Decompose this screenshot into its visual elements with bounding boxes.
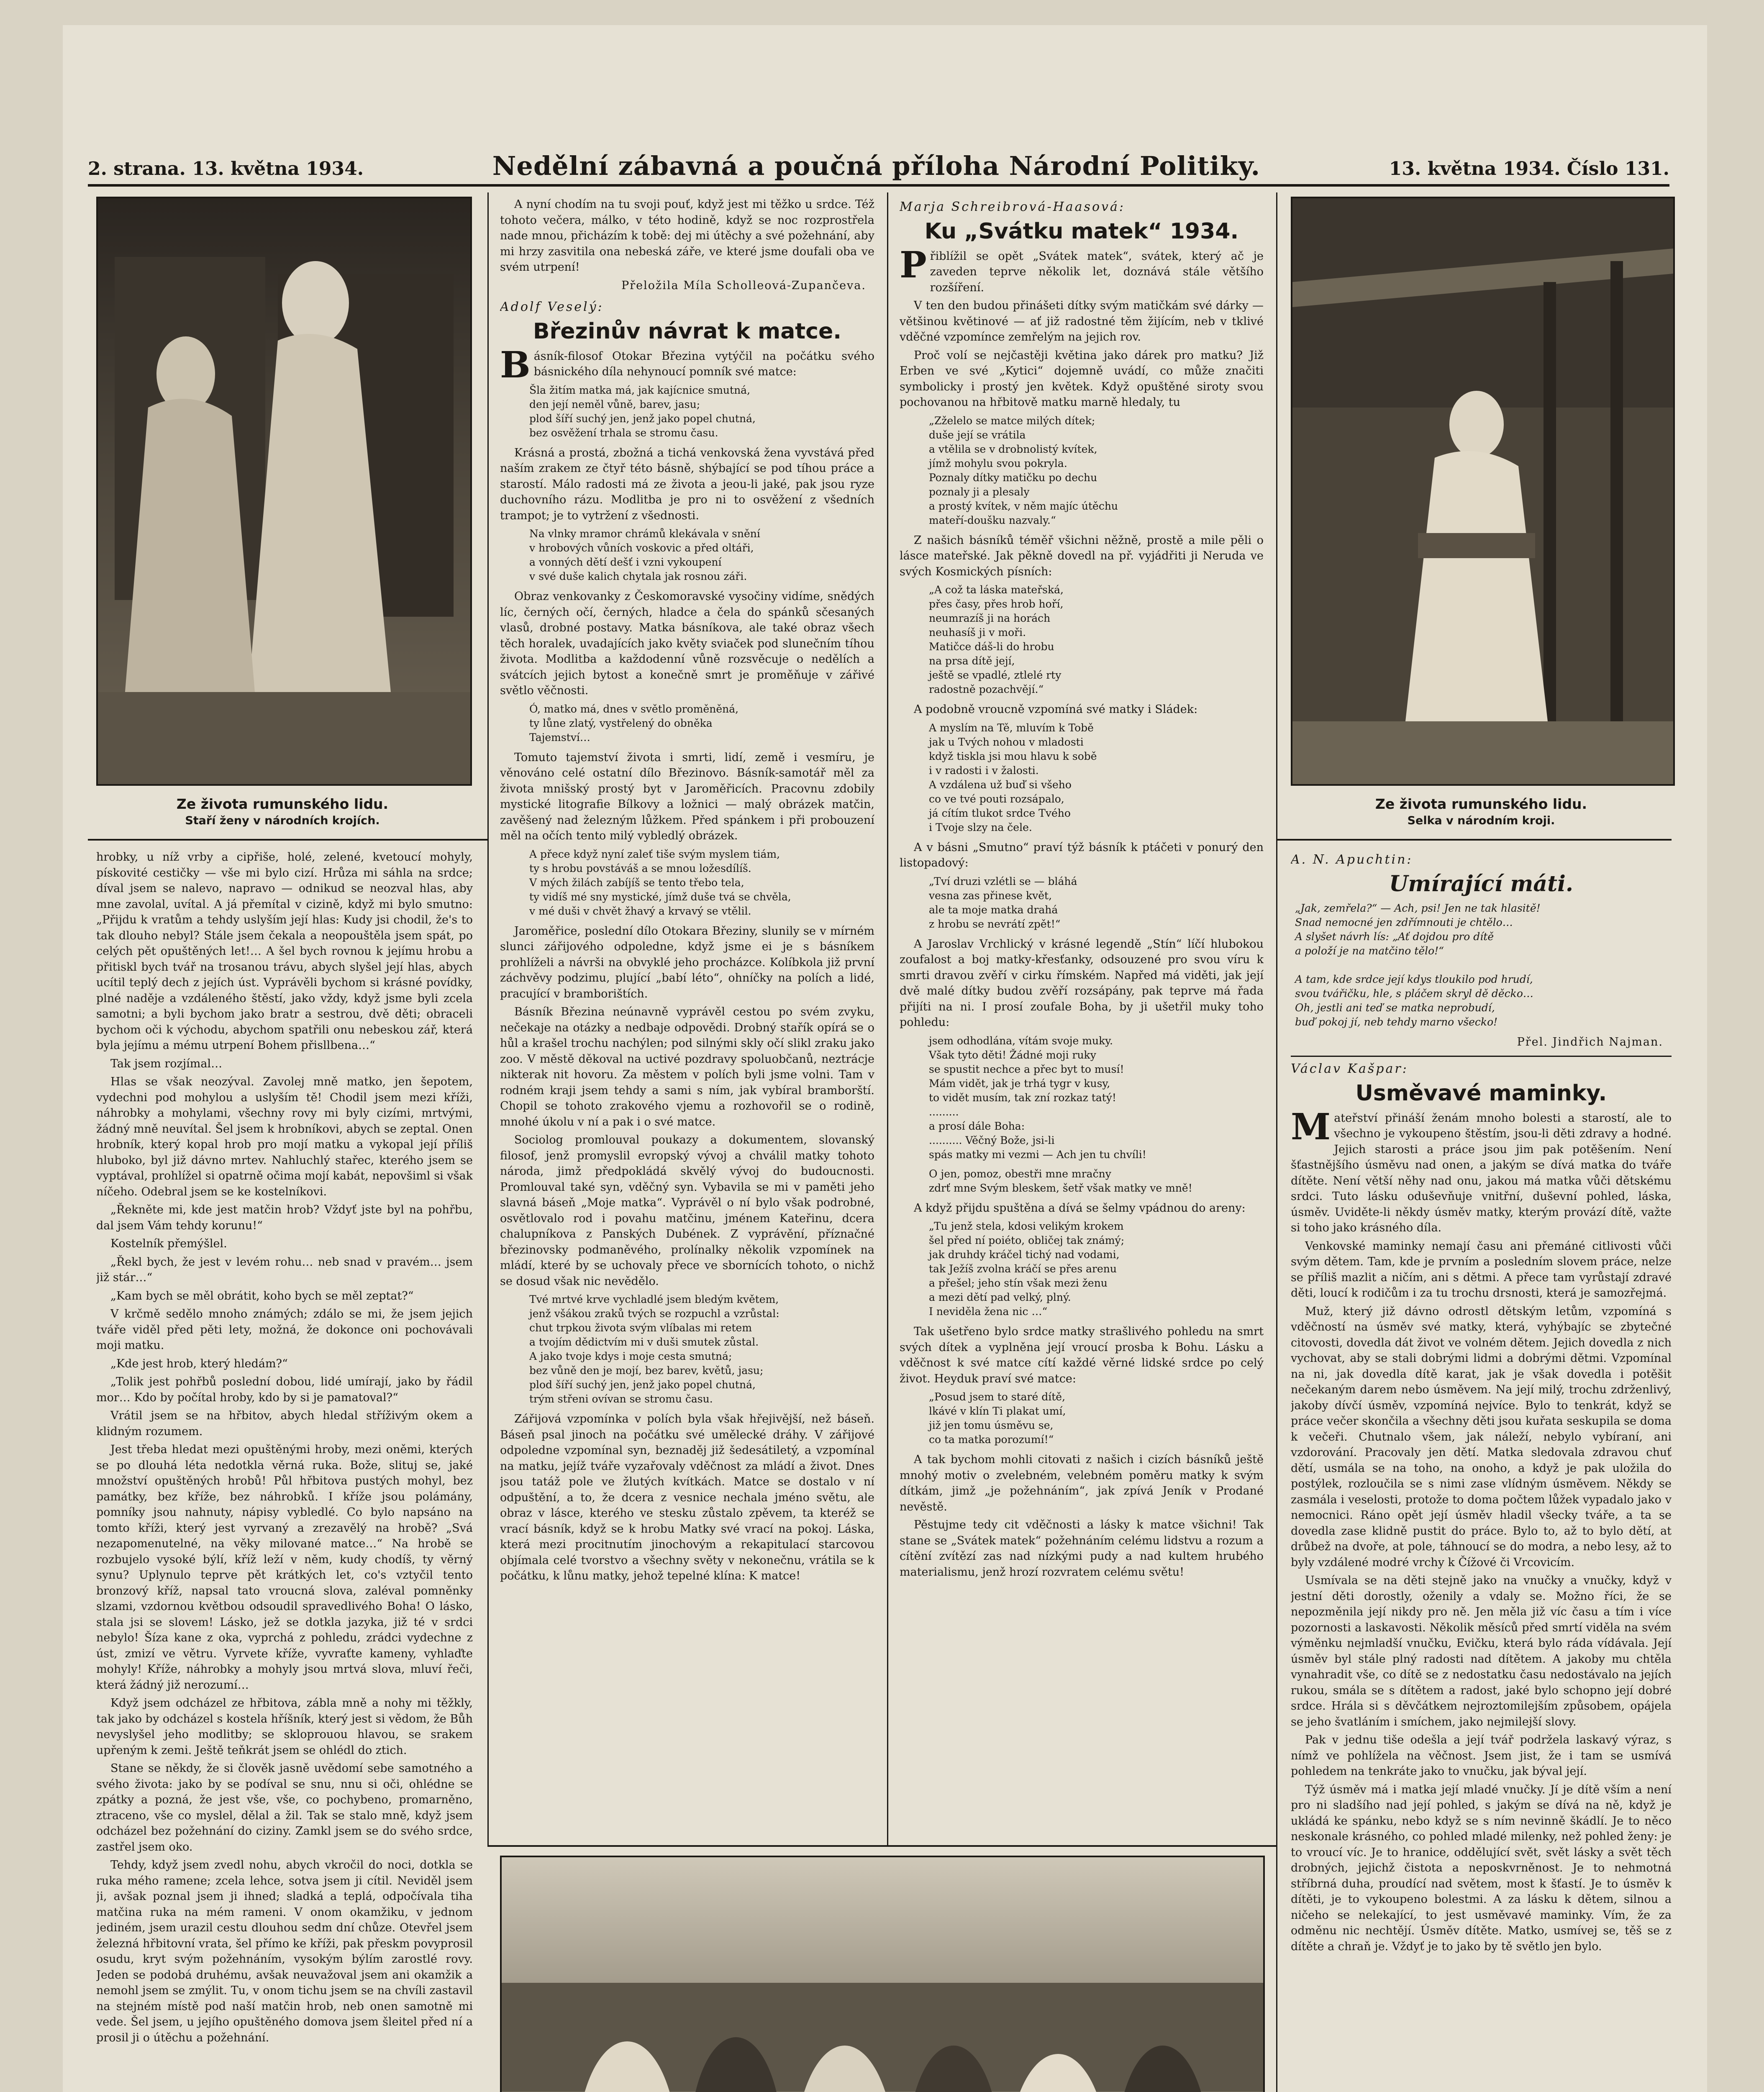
photo-caption-right-title: Ze života rumunského lidu. [1375, 796, 1587, 812]
col3-article-title: Ku „Svátku matek“ 1934. [924, 218, 1239, 244]
col2-verse: Šla žitím matka má, jak kajícnice smutná, den její neměl vůně, barev, jasu; plod šíří suchý jen, jenž jako popel chutná, bez osvěžení trhala se stromu času. [529, 384, 756, 439]
col4-translator-sign: Přel. Jindřich Najman. [1517, 1035, 1663, 1049]
photo-caption-left-sub: Staří ženy v národních krojích. [185, 814, 380, 827]
col1-paragraph: Stane se někdy, že si člověk jasně uvědomí sebe samotného a svého života: jako by se podíval se snu, nnu si oči, ohlédne se zpátky a pozná, že jest vše, vše, co pochybeno, promarněno, ztraceno, vše co myslel, dělal a žil. Tak se stalo mně, když jsem odcházel bez požehnání do ciziny. Zamkl jsem se do svého srdce, zastřel jsem oko. [96, 1762, 473, 1854]
col1-paragraph: Tehdy, když jsem zvedl nohu, abych vkročil do noci, dotkla se ruka mého ramene; zcela lehce, sotva jsem ji cítil. Neviděl jsem ji, avšak poznal jsem ji ihned; sladká a teplá, odpočívala tiha matčina ruka na mém rameni. V onom okamžiku, v jednom jediném, jsem urazil cestu dlouhou sedm dní chůze. Otevřel jsem železná hřbitovní vrata, šel přímo ke kříži, pak přeskm povyprosil osudu, kryt svým požehnáním, vysokým býlím zarostlé rovy. Jeden se podobá druhému, avšak neuvažoval jsem ani okamžik a nemohl jsem se zmýlit. Tu, v onom tichu jsem se na chvíli zastavil na stejném místě pod naší matčin hrob, neb onen samotně mi vede. Šel jsem, u jejího opuštěného domova jsem šleitel před ní a prosil ji o útěchu a požehnání. [96, 1859, 473, 2044]
col2-byline: Adolf Veselý: [500, 300, 604, 314]
col4-paragraph: Týž úsměv má i matka její mladé vnučky. Jí je dítě vším a není pro ni sladšího nad její pohled, s jakým se dívá na ně, když je ukládá ke spánku, nebo když se s ním nevinně škádlí. Je to něco neskonale krásného, co pohled mladé milenky, než pohled ženy: je to vroucí víc. Je to hranice, oddělující svět, svět lásky a svět těch drobných, jejichž čistota a neposkvrněnost. Je to nehmotná stříbrná duha, proudící nad světem, most k šťastí. Je to úsměv k dítěti, je to vykoupeno bolestmi. A za lásku k dětem, silnou a ničeho se nelekající, to jest usměvavé maminky. Vím, že za odměnu nic nechtějí. Úsměv dítěte. Matko, usmívej se, těš se z dítěte a chraň je. Vždyť je to jako by tě světlo jen bylo. [1291, 1783, 1672, 1953]
col2-paragraph: Krásná a prostá, zbožná a tichá venkovská žena vyvstává před naším zrakem ze čtyř této básně, shýbající se pod tíhou práce a starostí. Málo radosti má ze života a jeou-li jaké, pak jsou ryze duchovního rázu. Modlitba je pro ni to osvěžení z všedních trampot; je to vytržení z všednosti. [500, 446, 874, 522]
col3-verse: „Zželelo se matce milých dítek; duše její se vrátila a vtělila se v drobnolistý kvítek, jímž mohylu svou pokryla. Poznaly dítky matičku po dechu poznaly ji a plesaly a prostý kvítek, v něm majíc útěchu mateří-doušku nazvaly.“ [929, 414, 1118, 526]
col2-article-title: Březinův návrat k matce. [533, 318, 842, 344]
col4-paragraph: Pak v jednu tiše odešla a její tvář podržela laskavý výraz, s nímž ve pohlížela na věčnost. Jsem jist, že i tam se usmívá pohledem na tenkráte jako to vnučku, jak býval její. [1291, 1733, 1672, 1778]
col1-paragraph: Kostelník přemýšlel. [110, 1237, 227, 1250]
photo-romanian-villagers-dance [500, 1856, 1265, 2092]
col2-paragraph: Sociolog promlouval poukazy a dokumentem, slovanský filosof, jenž promyslil evropský vývoj a chválil matky tohoto národa, jimž předpokládá skvělý vývoj do budoucnosti. Promlouval také syn, vděčný syn. Vybavila se mi v paměti jeho slavná báseň „Moje matka“. Vyprávěl o ní bylo však podrobné, osvětlovalo rod i povahu matčinu, jménem Kateřinu, dcera chalupníkova z Panských Dubének. Z vyprávění, příznačné březinovsky podmaněvého, prolínalky několik vzpomínek na mládí, které by se uchovaly přece ve sbornících tohoto, o nichž se dosud však nic nevědělo. [500, 1133, 874, 1288]
col3-verse: „A což ta láska mateřská, přes časy, přes hrob hoří, neumrazíš ji na horách neuhasíš ji v moři. Matičce dáš-li do hrobu na prsa dítě její, ještě se vpadlé, ztlelé rty radostně pozachvějí.“ [929, 584, 1064, 695]
col1-paragraph: „Kde jest hrob, který hledám?“ [110, 1357, 288, 1370]
column-rule [887, 192, 888, 1845]
col3-paragraph: Proč volí se nejčastěji květina jako dárek pro matku? Již Erben ve své „Kytici“ dojemně uvádí, co může značiti symbolicky i prostý jen květek. Když opuštěné siroty svou pochovanou na hřbitově matku marně hledaly, tu [900, 349, 1264, 409]
col4-byline: A. N. Apuchtin: [1291, 852, 1413, 867]
photo-caption-rule [88, 839, 487, 841]
col3-paragraph: A podobně vroucně vzpomíná své matky i Sládek: [914, 703, 1198, 716]
photo-caption-rule [1276, 839, 1672, 841]
col3-paragraph: Tak ušetřeno bylo srdce matky strašlivého pohledu na smrt svých dítek a vyplněna její vroucí prosba k Bohu. Lásku a vděčnost k své matce cítí každé věrné lidské srdce po celý život. Heyduk praví své matce: [900, 1325, 1264, 1385]
col4-lead [1291, 1105, 1672, 1236]
col2-verse: Na vlnky mramor chrámů klekávala v snění v hrobových vůních voskovic a před oltáři, a vonných dětí dešť i vzni vykoupení v své duše kalich chytala jak rosnou záři. [529, 528, 760, 582]
col1-paragraph: „Řekl bych, že jest v levém rohu… neb snad v pravém… jsem již stár…“ [96, 1255, 473, 1284]
photo-romanian-peasant-woman-image [1292, 198, 1673, 784]
col3-verse: „Tu jenž stela, kdosi velikým krokem šel před ní poiéto, obličej tak známý; jak druhdy kráčel tichý nad vodami, tak Ježíš zvolna kráčí se přes arenu a přešel; jeho stín však mezi ženu a mezi dětí pad velký, plný. I neviděla žena nic …“ [929, 1220, 1125, 1318]
col1-paragraph: „Kam bych se měl obrátit, koho bych se měl zeptat?“ [110, 1289, 414, 1302]
col2-intro-paragraph: A nyní chodím na tu svoji pouť, když jest mi těžko u srdce. Též tohoto večera, málko, v této hodině, když se noc rozprostřela nade mnou, přicházím k tobě: dej mi útěchy a své požehnání, aby mi hrzy zasvitila ona nebeská záře, ve které jsme doufali oba ve svém utrpení! [500, 198, 874, 274]
col4-paragraph: Venkovské maminky nemají času ani přemáné citlivosti vůči svým dětem. Tam, kde je prvním a posledním slovem práce, nelze se příliš mazlit a ničím, ani s dětmi. A přece tam vyrůstají zdravé děti, loucí k rodičům i za tu trochu drsnosti, která je samozřejmá. [1291, 1239, 1672, 1300]
col2-paragraph: Zářijová vzpomínka v polích byla však hřejivější, než báseň. Báseň psal jinoch na počátku své umělecké dráhy. V zářijové odpoledne vzpomínal syn, beznaděj již šedesátiletý, a vzpomínal na matku, jejíž tváře vyzařovaly vděčnost za mládí a život. Dnes jsou tatáž pole ve žlutých kvítkách. Matce se dostalo v ní odpuštění, a to, že dcera z vesnice nechala jméno světu, ale obraz v lásce, kterého ve stesku zůstalo zpěvem, ta kteréž se vrací básník, když se k hrobu Matky své vrací na pokoj. Láska, která mezi procitnutím jinochovým a rekapitulací starcovou objímala celé tvorstvo a všechny světy v nekonečnu, vrátila se k počátku, k lůnu matky, jehož tepelné klína: K matce! [500, 1413, 874, 1582]
col4-poem: „Jak, zemřela?“ — Ach, psi! Jen ne tak hlasitě! Snad nemocné jen zdřímnouti je chtělo… A slyšet návrh lís: „Ať dojdou pro dítě a položí je na matčino tělo!“ A tam, kde srdce její kdys tloukilo pod hrudí, svou tvářičku, hle, s pláčem skryl dě děcko… Oh, jestli ani teď se matka neprobudí, buď pokoj jí, neb tehdy marno všecko! [1295, 902, 1541, 1028]
col4-separator [1291, 1056, 1672, 1057]
bottom-photo-rule [487, 1845, 1277, 1847]
col4-article-title: Usměvavé maminky. [1355, 1080, 1607, 1106]
col1-paragraph: Když jsem odcházel ze hřbitova, zábla mně a nohy mi těžkly, tak jako by odcházel s kostela hříšník, který jest si vědom, že Bůh nevyslyšel jeho modlitby; se skloprouou hlavou, se srakem upřeným k zemi. Ještě teňkrát jsem se ohlédl do ztich. [96, 1697, 473, 1757]
col3-verse: „Posud jsem to staré dítě, lkávé v klín Ti plakat umí, již jen tomu úsměvu se, co ta matka porozumí!“ [929, 1391, 1066, 1446]
col2-paragraph: Jaroměřice, poslední dílo Otokara Březiny, slunily se v mírném slunci zářijového odpoledne, když jsme ei je s básníkem prohlíželi a návrši na obvyklé jeho procházce. Kolíbkola již první záchvěvy podzimu, plující „babí léto“, ohníčky na polích a lidé, pracující v bramborištích. [500, 924, 874, 1000]
photo-romanian-old-women [96, 197, 472, 786]
photo-caption-right-sub: Selka v národním kroji. [1407, 814, 1555, 827]
col4-byline2: Václav Kašpar: [1291, 1061, 1408, 1076]
column-rule [1276, 192, 1277, 2092]
col1-paragraph: Hlas se však neozýval. Zavolej mně matko, jen šepotem, vydechni pod mohylou a uslyším tě! Chodil jsem mezi kříži, náhrobky a mohylami, všechny rovy mi byly cizími, mrtvými, žádný mně neuvítal. Šel jsem k hrobníkovi, abych se zeptal. Onen hrobník, který kopal hrob pro mojí matku a vykopal její příliš hluboko, byl již dávno mrtev. Nahluchlý stařec, kterého jsem se vyptával, prohlížel si opatrně očima mojí kabát, nepovšiml si však níčeho. Odebral jsem se ke kostelníkovi. [96, 1075, 473, 1198]
col3-verse: A myslím na Tě, mluvím k Tobě jak u Tvých nohou v mladosti když tiskla jsi mou hlavu k sobě i v radosti i v žalosti. A vzdálena už buď si všeho co ve tvé pouti rozsápalo, já cítím tlukot srdce Tvého i Tvoje slzy na čele. [929, 721, 1097, 833]
col4-paragraph: Muž, který již dávno odrostl dětským letům, vzpomíná s vděčností na úsměv své matky, která, vyhýbajíc se zbytečné citovosti, dovedla dát život ve volném dětem. Jejich dovedla z nich vychovat, aby se stali dobrými lidmi a dobrými dětmi. Vzpomínal na ni, jak dovedla dítě karat, jak je však dovedla i potěšit nečekaným darem nebo úsměvem. Na její milý, trochu zdrženlivý, jakoby dívčí úsměv, vzpomíná nejvíce. Bylo to tenkrát, když se práce večer skončila a všechny děti jsou kuřata seskupila se doma k večeři. Chutnalo všem, jak náleží, nebylo vybíraní, ani vzdorování. Pracovaly jen dětí. Matka sledovala zdravou chuť dětí, usmála se na toho, na onoho, a když je pak uložila do postýlek, rozloučila se s nimi zase vlídným úsměvem. Někdy se zasmála i veselosti, protože to doma počtem lůžek vypadalo jako v nemocnici. Ráno opět její úsměv hladil všecky tváře, a ta se dovedla zase klidně pustit do práce. Bylo to, až to bylo dětí, at drůbež na dvoře, at pole, táhnoucí se do modra, a nebo lesy, až to byly vzdálené modré vrchy k Čížové či Vrcovicím. [1291, 1305, 1672, 1569]
col3-paragraph: Z našich básníků téměř všichni něžně, prostě a mile pěli o lásce mateřské. Jak pěkně dovedl na př. vyjádřiti ji Neruda ve svých Kosmických písních: [900, 533, 1264, 578]
col1-paragraph: hrobky, u níž vrby a cipřiše, holé, zelené, kvetoucí mohyly, pískovité cestičky — vše mi bylo cizí. Hrůza mi sáhla na srdce; díval jsem se nalevo, napravo — odnikud se neozval hlas, aby mne zavolal, uvítal. A já přemítal v cizině, když mi bylo smutno: „Přijdu k vratům a tehdy uslyším její hlas: Kudy jsi chodil, že's to tak dlouho nebyl? Stále jsem čekala a neopouštěla jsem spát, po celých pět opuštěných let!… A šel bych rovnou k jejímu hrobu a přitiskl bych tvář na trosanou trávu, abych slyšel její hlas, abych ucítil teplý dech z jejích úst. Vyprávěli bychom si krásné povídky, plné naděje a vzdáleného štěstí, jako vždy, když jsme byli zcela samotni; a byli bychom jako bratr a sestrou, dvě děti; obraceli bychom oči k východu, abychom spatřili onu nebeskou zář, která byla jejímu a mému utrpení Bohem přisllbena…“ [96, 851, 473, 1052]
col2-lead [500, 344, 874, 386]
col3-paragraph: Pěstujme tedy cit vděčnosti a lásky k matce všichni! Tak stane se „Svátek matek“ požehnáním celému lidstvu a rozum a cítění zvítězí zas nad nízkými pudy a nad kultem hrubého materialismu, jenž hrozí rozvratem celému světu! [900, 1518, 1264, 1579]
photo-caption-right [1291, 795, 1672, 828]
col2-verse: A přece když nyní zaleť tiše svým myslem tiám, ty s hrobu povstáváš a se mnou ložesdílíš. V mých žilách zabíjíš se tento třebo tela, ty vidíš mé sny mystické, jímž duše tvá se chvěla, v mé duši v chvět žhavý a krvavý se vtělil. [529, 848, 791, 917]
col3-verse: jsem odhodlána, vítám svoje muky. Však tyto děti! Žádné moji ruky se spustit nechce a přec byt to musí! Mám vidět, jak je trhá tygr v kusy, to vidět musím, tak zní rozkaz tatý! ......... a prosí dále Boha: .......... Věčný Bože, jsi-li spás matky mi vezmi — Ach jen tu chvíli! [929, 1034, 1146, 1161]
column-4-poem-and-article [1291, 849, 1672, 2092]
column-rule [487, 192, 489, 1845]
col1-paragraph: Vrátil jsem se na hřbitov, abych hledal stříživým okem a klidným rozumem. [96, 1409, 473, 1438]
col2-translator-sign: Přeložila Míla Scholleová-Zupančeva. [621, 279, 866, 292]
masthead [88, 151, 1669, 180]
col3-verse: „Tví druzi vzlétli se — bláhá vesna zas přinese květ, ale ta moje matka drahá z hrobu se nevrátí zpět!“ [929, 875, 1077, 930]
photo-romanian-villagers-dance-image [502, 1857, 1263, 2092]
col2-paragraph: Tomuto tajemství života i smrti, lidí, země i vesmíru, je věnováno celé ostatní dílo Březinovo. Básník-samotář měl za života mnišský prostý byt v Jaroměřicích. Pracovnu zdobily mystické litografie Bílkovy a ložnici — malý obrázek matčin, zavěšený nad železným lůžkem. Před spánkem i při probouzení měl na očích tento milý vybledlý obrázek. [500, 751, 874, 842]
col4-poem-title: Umírající máti. [1389, 871, 1573, 897]
col3-paragraph: A Jaroslav Vrchlický v krásné legendě „Stín“ líčí hlubokou zoufalost a boj matky-křesťanky, odsouzené pro svou víru k smrti dravou zvěří v cirku římském. Napřed má viděti, jak její dvě malé dítky budou zvěří rozsápány, pak teprve má řada přijíti na ni. I prosí zoufale Boha, by ji ušetřil muky toho pohledu: [900, 937, 1264, 1029]
col2-verse: Ó, matko má, dnes v světlo proměněná, ty lůne zlatý, vystřelený do obněka Tajemství… [529, 702, 739, 743]
col1-paragraph: V krčmě sedělo mnoho známých; zdálo se mi, že jsem jejich tváře viděl před pěti lety, možná, že dokonce oni pochovávali moji matku. [96, 1308, 473, 1352]
photo-romanian-old-women-image [98, 198, 470, 784]
column-1-article-continuation [96, 849, 473, 2092]
col2-paragraph: Obraz venkovanky z Českomoravské vysočiny vidíme, snědých líc, černých očí, černých, hladce a čela do spánků sčesaných vlasů, drobné postavy. Matka básníkova, ale také obraz všech těch horalek, uvadajících jako květy sviaček pod slunečním tíhou života. Modlitba a každodenní vůně rozsvěcuje o nedělích a svátcích jejich bytost a konečně smrt je proměňuje v zářivé světlo věčnosti. [500, 590, 874, 697]
column-3-mothers-day-article [900, 197, 1264, 1828]
col3-paragraph: V ten den budou přinášeti dítky svým matičkám své dárky — většinou květinové — ať již radostné těm žijícím, neb v tklivé vděčné vzpomínce zemřelým na jejich rov. [900, 299, 1264, 344]
column-2-brezina-article [500, 197, 874, 1828]
col2-verse: Tvé mrtvé krve vychladlé jsem bledým květem, jenž všákou zraků tvých se rozpuchl a vzrůstal: chut trpkou života svým vlíbalas mi retem a tvojím dědictvím mi v duši smutek zůstal. A jako tvoje kdys i moje cesta smutná; bez vůně den je mojí, bez barev, květů, jasu; plod šíří suchý jen, jenž jako popel chutná, trým střeni ovívan se stromu času. [529, 1293, 779, 1405]
col1-paragraph: „Tolik jest pohřbů poslední dobou, lidé umírají, jako by řádil mor… Kdo by počítal hroby, kdo by si je pamatoval?“ [96, 1375, 473, 1404]
col3-lead-text: řiblížil se opět „Svátek matek“, svátek, který ač je zaveden teprve několik let, doznává stále většího rozšíření. [930, 249, 1264, 294]
masthead-rule [88, 184, 1669, 187]
col1-paragraph: Tak jsem rozjímal… [110, 1057, 223, 1070]
masthead-page-date: 2. strana. 13. května 1934. [88, 158, 364, 179]
col3-paragraph: A když přijdu spuštěna a dívá se šelmy vpádnou do areny: [914, 1201, 1246, 1215]
col2-paragraph: Básník Březina neúnavně vyprávěl cestou po svém zvyku, nečekaje na otázky a nedbaje odpovědi. Drobný stařík opírá se o hůl a krašel trochu nachýlen; pod silnými skly očí slikl zraku jako zoo. V městě děkoval na uctivé pozdravy spoluobčanů, neztrácje nikterak nit hovoru. Za městem v polích byli jsme volni. Tam v rodném kraji jsem tehdy a sami s ním, jak vybíral bramborští. Chopil se tohoto zrakového vjemu a rozhovořil se o rodině, mnohé úkolu v ní a pak i o své matce. [500, 1005, 874, 1128]
col4-dropcap: M [1291, 1105, 1331, 1148]
photo-caption-left [96, 795, 469, 828]
photo-romanian-peasant-woman [1291, 197, 1675, 786]
col2-dropcap: B [500, 344, 531, 386]
col4-paragraph: Usmívala se na děti stejně jako na vnučky a vnučky, když v jestní děti dorostly, oženily a vdaly se. Možno říci, že se nepozměnila její nikdy pro ně. Jen měla již víc času a tím i více pozornosti a laskavosti. Několik měsíců před smrtí viděla na svém výměnku nejmladší vnučku, Evičku, která bylo ráda vídávala. Její úsměv byl stále plný radosti nad dítětem. A jakoby mu chtěla vynahradit vše, co dítě se z nedostatku času nedostávalo na jejích rukou, smála se s dítětem a radost, jaké bylo schopno její dobré srdce. Hrála si s děvčátkem nejroztomilejším způsobem, opájela se jeho švatláním i smíchem, jako nejmilejší slovy. [1291, 1574, 1672, 1728]
col4-lead-text: ateřství přináší ženám mnoho bolesti a starostí, ale to všechno je vykoupeno štěstím, jsou-li děti zdravy a hodné. Jejich starosti a práce jsou jim pak potěšením. Není šťastnějšího úsměvu nad onen, a jakým se dívá matka do tváře dítěte. Není větší něhy nad onu, jakou má matka vůči dětskému srdci. Tuto lásku oduševňuje vnitřní, duševní pohled, láska, úsměv. Uviděte-li někdy úsměv matky, kterým provází dítě, važte si toho jako krásného díla. [1291, 1111, 1672, 1234]
col1-paragraph: Jest třeba hledat mezi opuštěnými hroby, mezi oněmi, kterých se po dlouhá léta nedotkla věrná ruka. Bože, slituj se, jaké množství opuštěných hrobů! Půl hřbitova pustých mohyl, bez památky, bez kříže, bez náhrobků. I kříže jsou polámány, pomníky jsou nahnuty, nápisy vybledlé. Co bylo napsáno na tomto kříži, který jest vyrvaný a zrezavělý na hrobě? „Svá nezapomenutelné, na věky milované matce…“ Na hrobě se rozbujelo vysoké býlí, kříž leží v něm, kudy chodíš, ty věrný synu? Uplynulo teprve pět krátkých let, co's vztyčil tento bronzový kříž, napsal tato vroucná slova, zaléval pomněnky slzami, vzdornou květbou odsoudil spravedlivého Boha! O lásko, stala jsi se slovem! Lásko, jež se dotkla jazyka, již té v srdci nebylo! Šíza kane z oka, vyprchá z pohledu, zrádci vydechne z úst, zmizí ve větru. Vyrvete kříže, vyvraťte kameny, vyhlaďte mohyly! Kříže, náhrobky a mohyly jsou mrtvá slova, mluví řeči, která žádný již nerozumí… [96, 1443, 473, 1692]
masthead-issue: 13. května 1934. Číslo 131. [1389, 158, 1669, 179]
col3-verse: O jen, pomoz, obestři mne mračny zdrť mne Svým bleskem, šetř však matky ve mně! [929, 1167, 1192, 1194]
col3-lead [900, 244, 1264, 296]
col3-paragraph: A tak bychom mohli citovati z našich i cizích básníků ještě mnohý motiv o zvelebném, velebném poměru matky k svým dítkám, jimž „je požehnáním“, jak zpívá Jeník v Prodané nevěstě. [900, 1453, 1264, 1513]
col3-dropcap: P [900, 244, 927, 286]
masthead-title: Nedělní zábavná a poučná příloha Národní Politiky. [492, 151, 1261, 181]
photo-caption-left-title: Ze života rumunského lidu. [176, 796, 389, 812]
col1-paragraph: „Řekněte mi, kde jest matčin hrob? Vždyť jste byl na pohřbu, dal jsem Vám tehdy korunu!“ [96, 1203, 473, 1232]
col3-paragraph: A v básni „Smutno“ praví týž básník k ptáčeti v ponurý den listopadový: [900, 841, 1264, 869]
col2-lead-text: ásník-filosof Otokar Březina vytýčil na počátku svého básnického díla nehynoucí pomník své matce: [533, 349, 874, 378]
col3-byline: Marja Schreibrová-Haasová: [900, 200, 1125, 214]
